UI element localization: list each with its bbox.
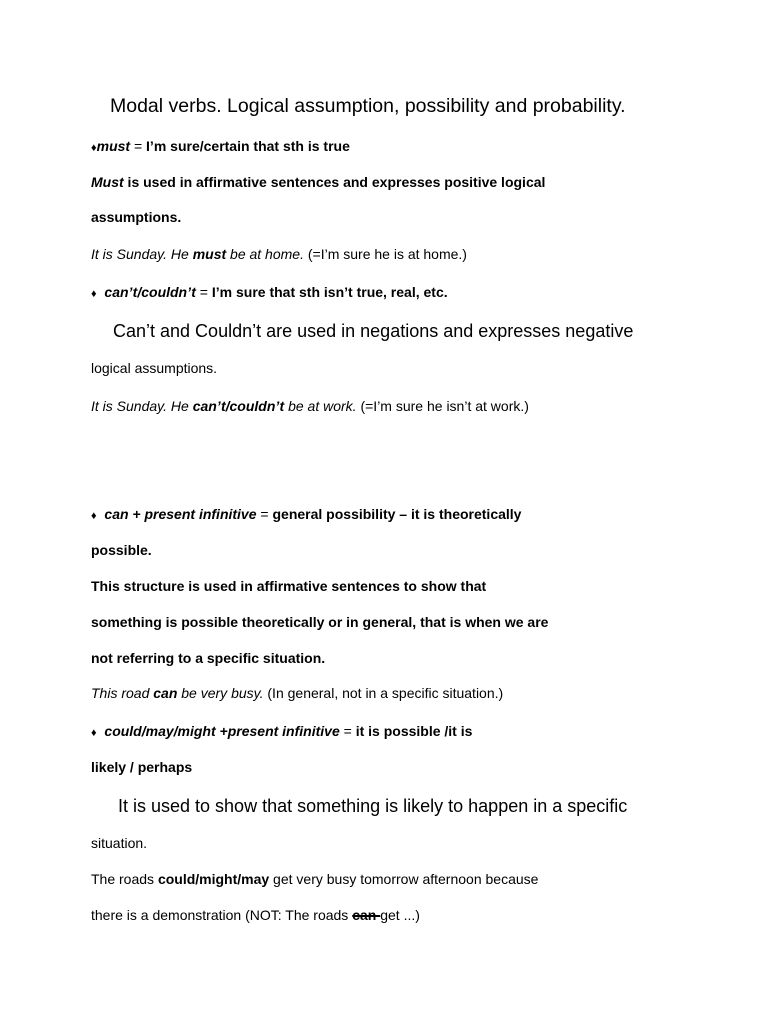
can-example-note: (In general, not in a specific situation.) [263,685,504,701]
could-example-line2 [91,906,420,924]
can-term: can + present infinitive [104,506,257,522]
cant-description-line1: Can’t and Couldn’t are used in negations and expresses negative [113,321,634,341]
could-example-part2: get very busy tomorrow afternoon because [269,871,539,887]
must-heading [91,137,350,157]
could-term: could/may/might +present infinitive [104,723,340,739]
cant-example-note: (=I’m sure he isn’t at work.) [356,398,529,414]
can-example-modal: can [153,685,178,701]
must-example [91,245,467,263]
cant-example-modal: can’t/couldn’t [192,398,285,414]
could-example-line2-part1: there is a demonstration (NOT: The roads [91,907,353,923]
could-description-line2: situation. [91,835,148,851]
can-example [91,684,503,702]
cant-example-part1: It is Sunday. He [91,398,193,414]
struck-can: can [352,907,381,923]
must-description-line1 [91,173,545,191]
must-desc-term: Must [91,174,124,190]
diamond-bullet-icon: ♦ [91,510,97,522]
cant-description-line2: logical assumptions. [91,360,218,376]
can-description-line2: something is possible theoretically or in general, that is when we are [91,614,549,630]
must-example-part2: be at home. [226,246,304,262]
must-description-line2: assumptions. [91,209,182,225]
can-heading [91,505,521,525]
must-term: must [96,138,131,154]
equals-sign: = [339,723,356,739]
must-example-modal: must [192,246,227,262]
could-example-part1: The roads [91,871,158,887]
could-example-line2-part2: get ...) [380,907,420,923]
could-description-line1: It is used to show that something is likely to happen in a specific [118,796,628,816]
cant-example [91,397,529,415]
could-example-modal: could/might/may [157,871,270,887]
could-definition-line2: likely / perhaps [91,759,193,775]
must-desc-text: is used in affirmative sentences and expresses positive logical [123,174,546,190]
page-title: Modal verbs. Logical assumption, possibility and probability. [110,95,626,117]
can-example-part2: be very busy. [177,685,264,701]
can-definition-line2: possible. [91,542,152,558]
must-definition: I’m sure/certain that sth is true [146,138,350,154]
could-definition: it is possible /it is [355,723,473,739]
can-description-line1: This structure is used in affirmative sentences to show that [91,578,487,594]
cant-definition: I’m sure that sth isn’t true, real, etc. [211,284,448,300]
cant-heading [91,283,448,303]
diamond-bullet-icon: ♦ [91,142,97,154]
equals-sign: = [195,284,212,300]
must-example-part1: It is Sunday. He [91,246,193,262]
cant-example-part2: be at work. [284,398,357,414]
equals-sign: = [256,506,273,522]
can-definition: general possibility – it is theoretically [272,506,522,522]
cant-term: can’t/couldn’t [104,284,196,300]
must-example-note: (=I’m sure he is at home.) [303,246,467,262]
can-description-line3: not referring to a specific situation. [91,650,326,666]
equals-sign: = [130,138,147,154]
could-heading [91,722,472,742]
can-example-part1: This road [91,685,154,701]
diamond-bullet-icon: ♦ [91,727,97,739]
could-example-line1 [91,870,538,888]
diamond-bullet-icon: ♦ [91,288,97,300]
